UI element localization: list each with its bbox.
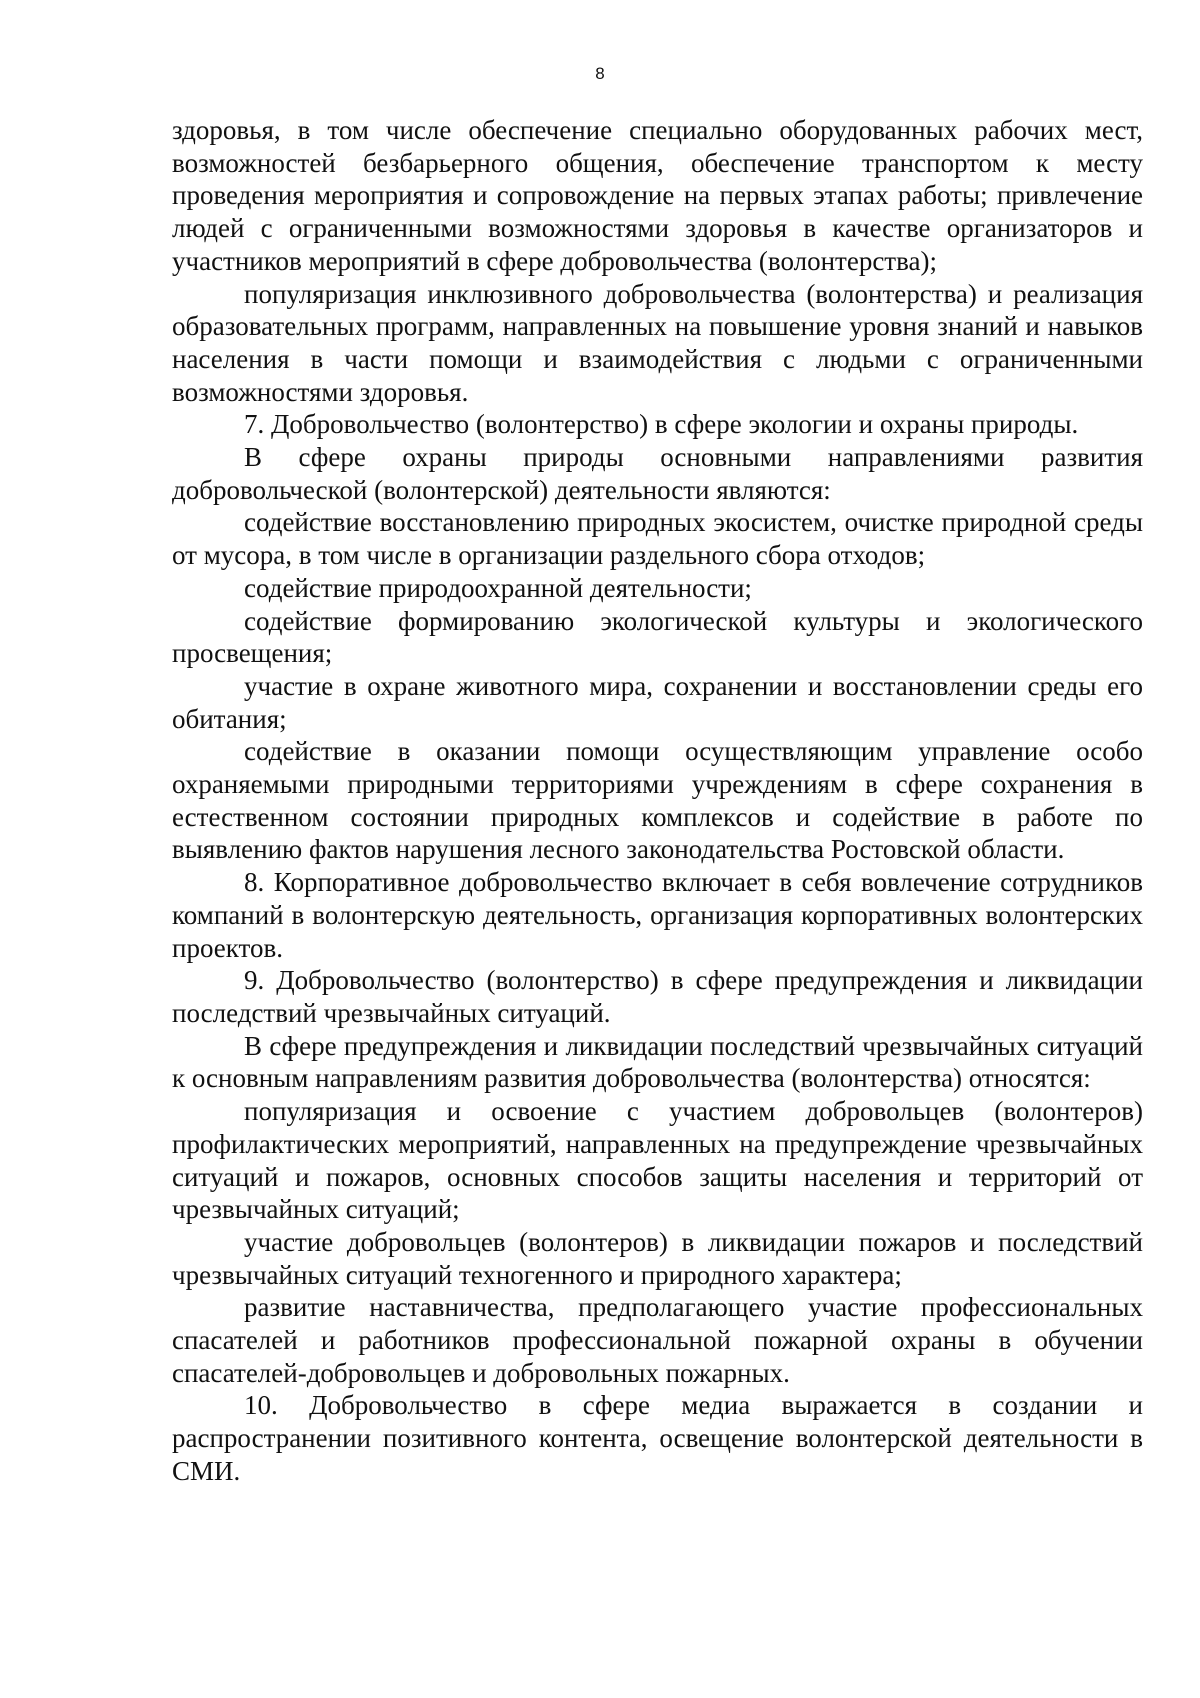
paragraph-emergency-directions: В сфере предупреждения и ликвидации последствий чрезвычайных ситуаций к основным направлениям развития добровольчества (волонтерства) относятся:: [172, 1030, 1143, 1094]
paragraph-section-8-corporate: 8. Корпоративное добровольчество включает в себя вовлечение сотрудников компаний в волонтерскую деятельность, организация корпоративных волонтерских проектов.: [172, 867, 1143, 963]
paragraph-ecological-culture: содействие формированию экологической культуры и экологического просвещения;: [172, 605, 1143, 669]
paragraph-accessibility-continuation: здоровья, в том числе обеспечение специально оборудованных рабочих мест, возможностей безбарьерного общения, обеспечение транспортом к месту проведения мероприятия и сопровождение на первых этапах работы; привлечение людей с ограниченными возможностями здоровья в качестве организаторов и участников мероприятий в сфере добровольчества (волонтерства);: [172, 115, 1143, 276]
paragraph-nature-protection: содействие природоохранной деятельности;: [244, 572, 752, 603]
paragraph-section-9-heading: 9. Добровольчество (волонтерство) в сфере предупреждения и ликвидации последствий чрезвычайных ситуаций.: [172, 965, 1143, 1028]
document-body: [172, 114, 1143, 1488]
paragraph-prevention-popularization: популяризация и освоение с участием добровольцев (волонтеров) профилактических мероприятий, направленных на предупреждение чрезвычайных ситуаций и пожаров, основных способов защиты населения и территорий от чрезвычайных ситуаций;: [172, 1096, 1143, 1225]
paragraph-inclusive-volunteering: популяризация инклюзивного добровольчества (волонтерства) и реализация образовательных программ, направленных на повышение уровня знаний и навыков населения в части помощи и взаимодействия с людьми с ограниченными возможностями здоровья.: [172, 278, 1143, 407]
paragraph-fire-liquidation: участие добровольцев (волонтеров) в ликвидации пожаров и последствий чрезвычайных ситуаций техногенного и природного характера;: [172, 1226, 1143, 1290]
paragraph-ecology-directions: В сфере охраны природы основными направлениями развития добровольческой (волонтерской) деятельности являются:: [172, 442, 1143, 505]
paragraph-wildlife-protection: участие в охране животного мира, сохранении и восстановлении среды его обитания;: [172, 670, 1143, 734]
paragraph-section-7-heading: 7. Добровольчество (волонтерство) в сфере экологии и охраны природы.: [244, 409, 1079, 440]
paragraph-mentoring: развитие наставничества, предполагающего участие профессиональных спасателей и работников профессиональной пожарной охраны в обучении спасателей-добровольцев и добровольных пожарных.: [172, 1292, 1143, 1388]
paragraph-section-10-media: 10. Добровольчество в сфере медиа выражается в создании и распространении позитивного контента, освещение волонтерской деятельности в СМИ.: [172, 1390, 1143, 1486]
page-number: 8: [595, 64, 605, 83]
paragraph-ecosystem-restoration: содействие восстановлению природных экосистем, очистке природной среды от мусора, в том числе в организации раздельного сбора отходов;: [172, 507, 1143, 571]
paragraph-protected-territories: содействие в оказании помощи осуществляющим управление особо охраняемыми природными территориями учреждениям в сфере сохранения в естественном состоянии природных комплексов и содействие в работе по выявлению фактов нарушения лесного законодательства Ростовской области.: [172, 736, 1143, 865]
